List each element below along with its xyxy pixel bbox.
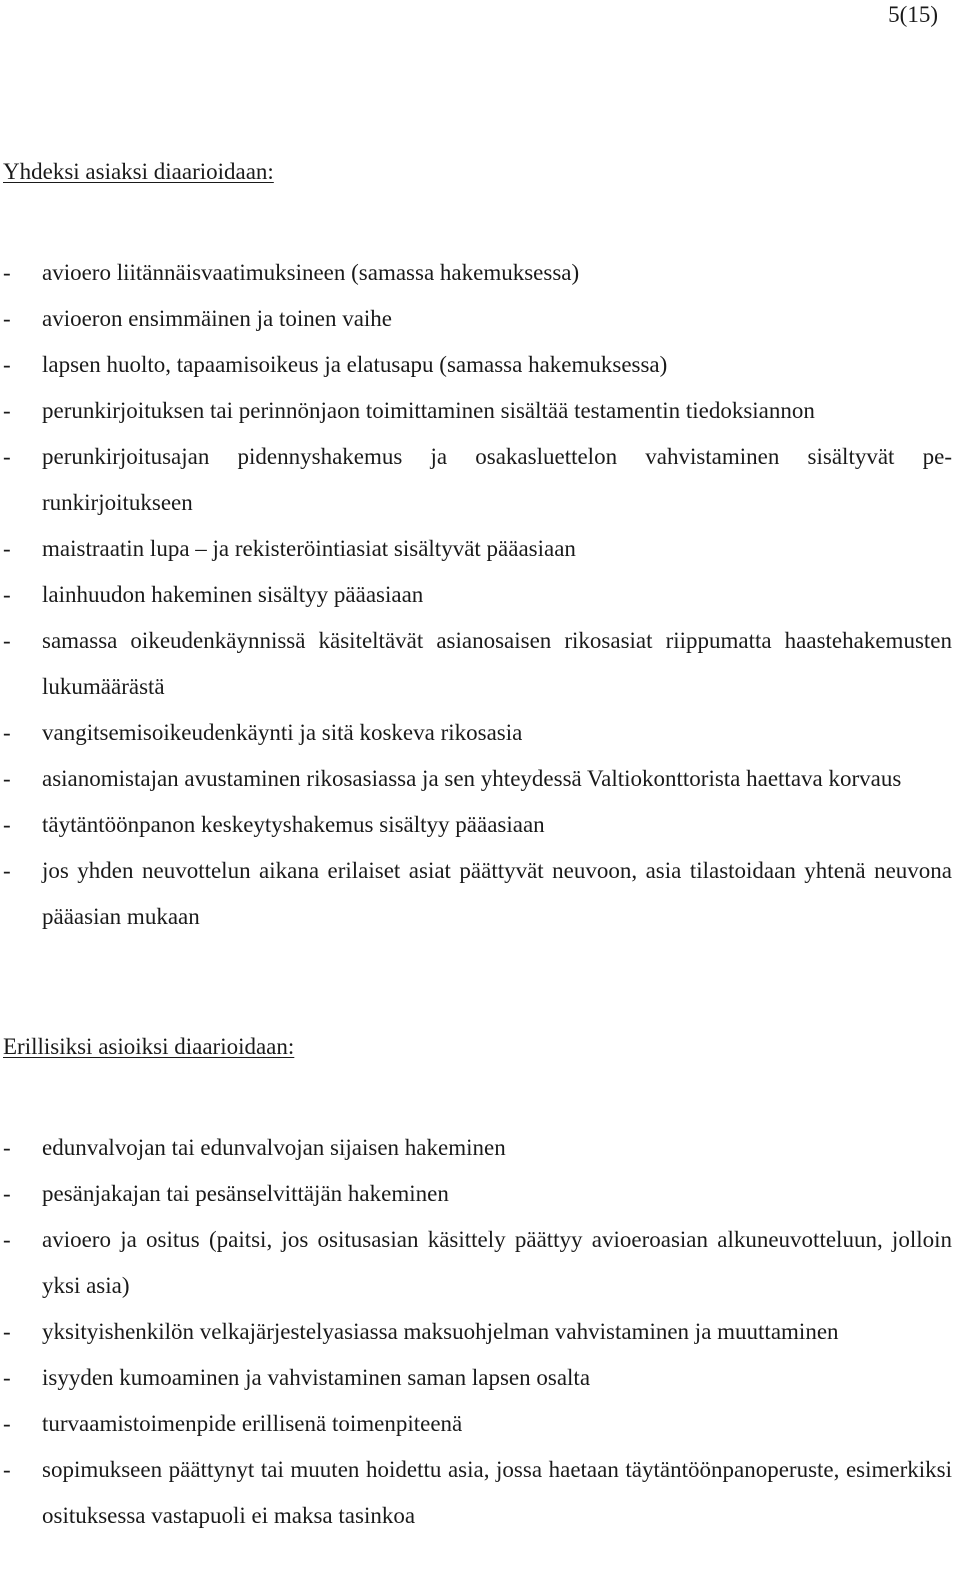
list-item-text: avioero ja ositus (paitsi, jos ositusasian käsittely päättyy avioeroasian alkuneuvotteluun, jolloin yksi asia)	[42, 1227, 952, 1298]
list-dash: -	[3, 582, 11, 607]
list-item-text: samassa oikeudenkäynnissä käsiteltävät asianosaisen rikosasiat riippumatta haastehakemusten lukumäärästä	[42, 628, 952, 699]
list-dash: -	[3, 1319, 11, 1344]
section-heading-single-case: Yhdeksi asiaksi diaarioidaan:	[3, 159, 274, 184]
list-item	[0, 618, 952, 710]
list-item-text: täytäntöönpanon keskeytyshakemus sisältyy pääasiaan	[42, 812, 545, 837]
list-dash: -	[3, 398, 11, 423]
list-dash: -	[3, 536, 11, 561]
list-dash: -	[3, 352, 11, 377]
list-item	[0, 1355, 952, 1401]
list-item-text: edunvalvojan tai edunvalvojan sijaisen hakeminen	[42, 1135, 506, 1160]
list-item	[0, 848, 952, 940]
list-dash: -	[3, 1135, 11, 1160]
list-item-text: sopimukseen päättynyt tai muuten hoidettu asia, jossa haetaan täytäntöönpanoperuste, esimerkiksi osituksessa vastapuoli ei maksa tasinkoa	[42, 1457, 952, 1528]
list-dash: -	[3, 628, 11, 653]
list-item-text: lainhuudon hakeminen sisältyy pääasiaan	[42, 582, 424, 607]
list-item	[0, 526, 952, 572]
list-item-text: perunkirjoituksen tai perinnönjaon toimittaminen sisältää testamentin tiedoksiannon	[42, 398, 815, 423]
list-item-text: vangitsemisoikeudenkäynti ja sitä koskeva rikosasia	[42, 720, 523, 745]
list-dash: -	[3, 1411, 11, 1436]
list-dash: -	[3, 1227, 11, 1252]
list-item	[0, 1447, 952, 1539]
list-item-text: turvaamistoimenpide erillisenä toimenpiteenä	[42, 1411, 463, 1436]
list-item-text: yksityishenkilön velkajärjestelyasiassa maksuohjelman vahvistaminen ja muuttaminen	[42, 1319, 839, 1344]
list-item	[0, 802, 952, 848]
list-dash: -	[3, 858, 11, 883]
list-item-text: jos yhden neuvottelun aikana erilaiset asiat päättyvät neuvoon, asia tilastoidaan yhtenä neuvona pääasian mukaan	[42, 858, 952, 929]
list-dash: -	[3, 444, 11, 469]
list-item	[0, 1125, 952, 1171]
list-item-text: pesänjakajan tai pesänselvittäjän hakeminen	[42, 1181, 449, 1206]
list-item	[0, 1401, 952, 1447]
page-number: 5(15)	[888, 2, 938, 27]
list-item-text: lapsen huolto, tapaamisoikeus ja elatusapu (samassa hakemuksessa)	[42, 352, 668, 377]
list-dash: -	[3, 306, 11, 331]
list-item	[0, 388, 952, 434]
list-item	[0, 434, 952, 526]
list-item	[0, 1217, 952, 1309]
list-item	[0, 1171, 952, 1217]
section-heading-separate-cases: Erillisiksi asioiksi diaarioidaan:	[3, 1034, 295, 1059]
list-item	[0, 250, 952, 296]
list-item	[0, 1309, 952, 1355]
list-dash: -	[3, 1457, 11, 1482]
list-dash: -	[3, 720, 11, 745]
list-dash: -	[3, 1181, 11, 1206]
list-item	[0, 296, 952, 342]
list-dash: -	[3, 260, 11, 285]
list-item-text: maistraatin lupa – ja rekisteröintiasiat sisältyvät pääasiaan	[42, 536, 576, 561]
list-dash: -	[3, 812, 11, 837]
list-item-text: asianomistajan avustaminen rikosasiassa ja sen yhteydessä Valtiokonttorista haettava korvaus	[42, 766, 902, 791]
separate-cases-list	[0, 1125, 952, 1539]
list-dash: -	[3, 1365, 11, 1390]
list-item-text: avioeron ensimmäinen ja toinen vaihe	[42, 306, 392, 331]
single-case-list	[0, 250, 952, 940]
list-item	[0, 572, 952, 618]
list-item-text: isyyden kumoaminen ja vahvistaminen saman lapsen osalta	[42, 1365, 591, 1390]
list-dash: -	[3, 766, 11, 791]
list-item-text: perunkirjoitusajan pidennyshakemus ja osakasluettelon vahvistaminen sisältyvät perunkirjoitukseen	[42, 444, 952, 515]
list-item-text: avioero liitännäisvaatimuksineen (samassa hakemuksessa)	[42, 260, 580, 285]
list-item	[0, 342, 952, 388]
list-item	[0, 710, 952, 756]
list-item	[0, 756, 952, 802]
